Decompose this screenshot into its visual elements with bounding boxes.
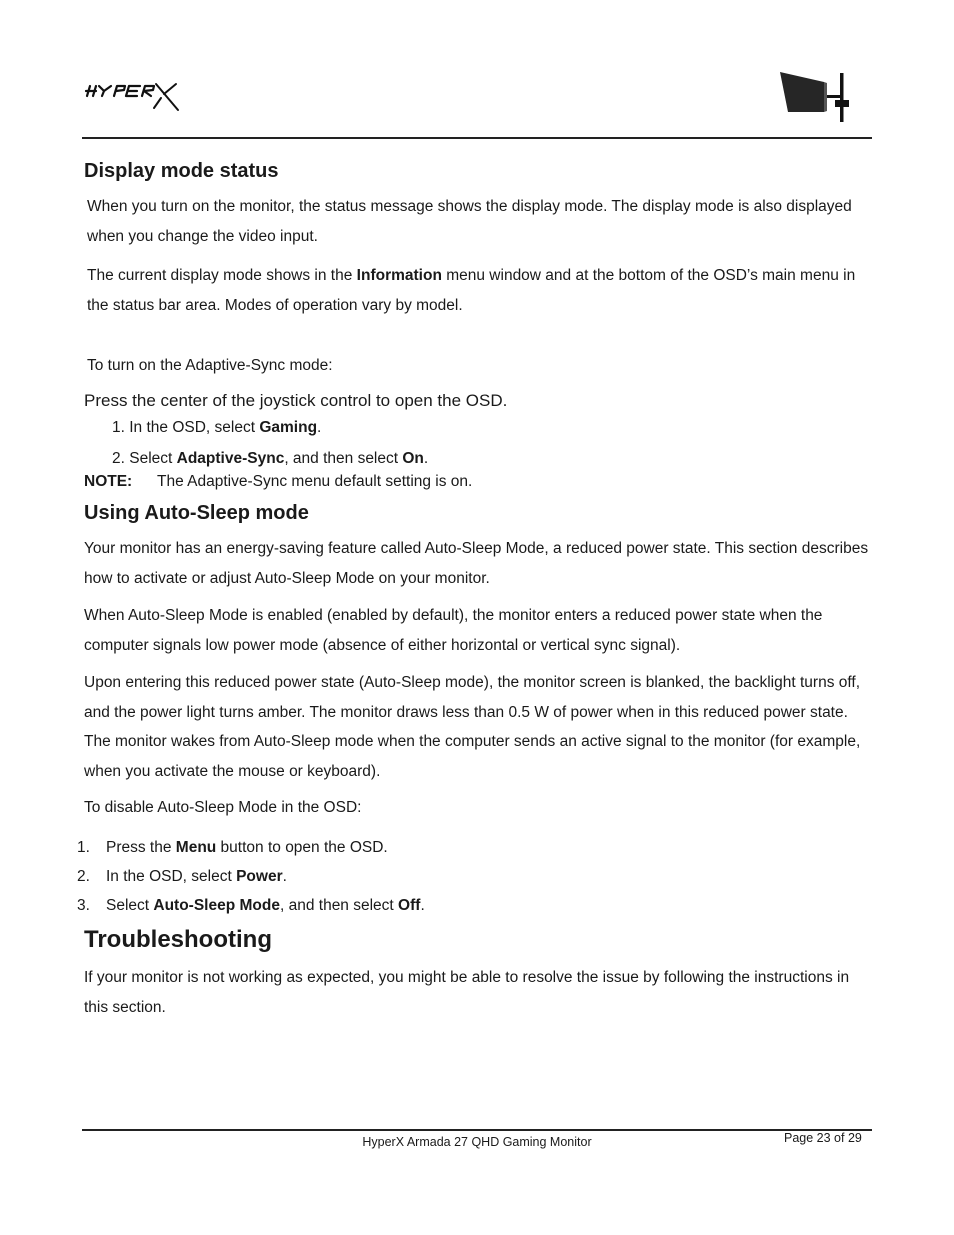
press-joystick-instruction: Press the center of the joystick control to open the OSD. <box>84 391 508 410</box>
hyperx-logo <box>84 80 182 114</box>
display-mode-paragraph-2: The current display mode shows in the Information menu window and at the bottom of the OSD’s main menu in the status bar area. Modes of operation vary by model. <box>87 267 856 314</box>
adaptive-sync-intro: To turn on the Adaptive-Sync mode: <box>87 357 333 374</box>
adaptive-note: NOTE: The Adaptive-Sync menu default setting is on. <box>84 473 473 490</box>
section-heading-auto-sleep: Using Auto-Sleep mode <box>84 502 309 524</box>
disable-auto-sleep-intro: To disable Auto-Sleep Mode in the OSD: <box>84 799 362 816</box>
auto-sleep-step-1: 1. Press the Menu button to open the OSD. <box>77 839 388 856</box>
header-rule <box>82 137 872 139</box>
footer-rule <box>82 1129 872 1131</box>
note-label: NOTE: <box>84 473 133 490</box>
auto-sleep-paragraph-3: Upon entering this reduced power state (Auto-Sleep mode), the monitor screen is blanked, the backlight turns off, and the power light turns amber. The monitor draws less than 0.5 W of power when in this reduced power state. The monitor wakes from Auto-Sleep mode when the computer sends an active signal to the monitor (for example, when you activate the mouse or keyboard). <box>84 674 861 780</box>
display-mode-paragraph-1: When you turn on the monitor, the status message shows the display mode. The display mode is also displayed when you change the video input. <box>87 198 852 245</box>
auto-sleep-step-2: 2. In the OSD, select Power. <box>77 868 287 885</box>
adaptive-step-1: 1. In the OSD, select Gaming. <box>112 419 322 436</box>
adaptive-step-2: 2. Select Adaptive-Sync, and then select On. <box>112 450 429 467</box>
section-heading-troubleshooting: Troubleshooting <box>84 926 272 953</box>
monitor-on-arm-icon <box>778 70 854 124</box>
auto-sleep-paragraph-2: When Auto-Sleep Mode is enabled (enabled by default), the monitor enters a reduced power state when the computer signals low power mode (absence of either horizontal or vertical sync signal). <box>84 607 823 654</box>
auto-sleep-paragraph-1: Your monitor has an energy-saving feature called Auto-Sleep Mode, a reduced power state. This section describes how to activate or adjust Auto-Sleep Mode on your monitor. <box>84 540 869 587</box>
auto-sleep-step-3: 3. Select Auto-Sleep Mode, and then select Off. <box>77 897 425 914</box>
footer-document-title: HyperX Armada 27 QHD Gaming Monitor <box>362 1135 592 1149</box>
section-heading-display-mode: Display mode status <box>84 160 279 182</box>
page-number: Page 23 of 29 <box>784 1131 862 1145</box>
troubleshooting-paragraph: If your monitor is not working as expected, you might be able to resolve the issue by following the instructions in this section. <box>84 969 850 1016</box>
